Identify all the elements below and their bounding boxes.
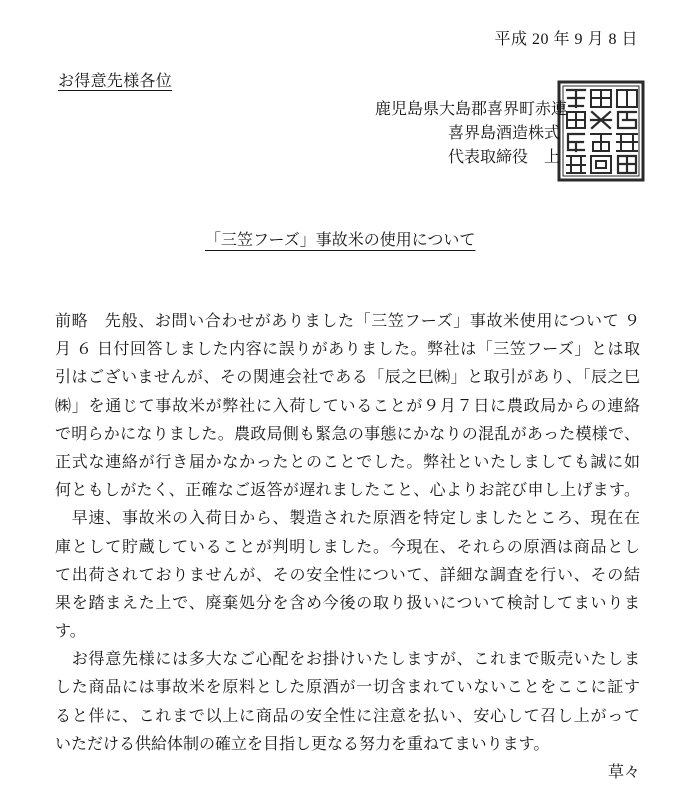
body-line: ㈱」を通じて事故米が弊社に入荷していることが９月７日に農政局からの連絡 — [55, 397, 640, 415]
body-line: 果を踏まえた上で、廃棄処分を含め今後の取り扱いについて検討してまいりま — [55, 594, 640, 612]
letter-date: 平成 20 年 9 月 8 日 — [494, 31, 638, 48]
body-line: お得意先様には多大なご心配をお掛けいたしますが、これまで販売いたしま — [55, 651, 640, 669]
paragraph-3 — [55, 646, 640, 759]
sender-address: 鹿児島県大島郡喜界町赤連 — [375, 101, 568, 118]
addressee: お得意先様各位 — [58, 73, 173, 90]
letter-body — [55, 308, 640, 759]
body-line: で明らかになりました。農政局側も緊急の事態にかなりの混乱があった模様で、 — [55, 425, 640, 443]
paragraph-1 — [55, 308, 640, 505]
body-line: 何ともしがたく、正確なご返答が遅れましたこと、心よりお詫び申し上げます。 — [55, 482, 640, 500]
body-line: いただける供給体制の確立を目指し更なる努力を重ねてまいります。 — [55, 735, 550, 753]
body-line: 正式な連絡が行き届かなかったとのことでした。弊社といたしましても誠に如 — [55, 453, 640, 471]
body-line: 庫として貯蔵していることが判明しました。今現在、それらの原酒は商品とし — [55, 538, 640, 556]
body-line: 引はございませんが、その関連会社である「辰之巳㈱」と取引があり、「辰之巳 — [55, 369, 640, 387]
sender-representative: 代表取締役 上 — [448, 149, 561, 166]
company-seal — [557, 80, 645, 182]
letter-title: 「三笠フーズ」事故米の使用について — [205, 232, 476, 249]
body-line: した商品には事故米を原料とした原酒が一切含まれていないことをここに証す — [55, 679, 640, 697]
body-line: 前略 先般、お問い合わせがありました「三笠フーズ」事故米使用について ９ — [55, 313, 640, 330]
body-line: ると伴に、これまで以上に商品の安全性に注意を払い、安心して召し上がって — [55, 707, 640, 725]
body-line: 早速、事故米の入荷日から、製造された原酒を特定しましたところ、現在在 — [55, 510, 640, 528]
sender-company: 喜界島酒造株式 — [448, 125, 561, 142]
body-line: 月 ６ 日付回答しました内容に誤りがありました。弊社は「三笠フーズ」とは取 — [55, 341, 640, 359]
paragraph-2 — [55, 505, 640, 646]
body-line: て出荷されておりませんが、その安全性について、詳細な調査を行い、その結 — [55, 566, 640, 584]
body-line: す。 — [55, 623, 86, 641]
letter-closing: 草々 — [607, 764, 640, 781]
